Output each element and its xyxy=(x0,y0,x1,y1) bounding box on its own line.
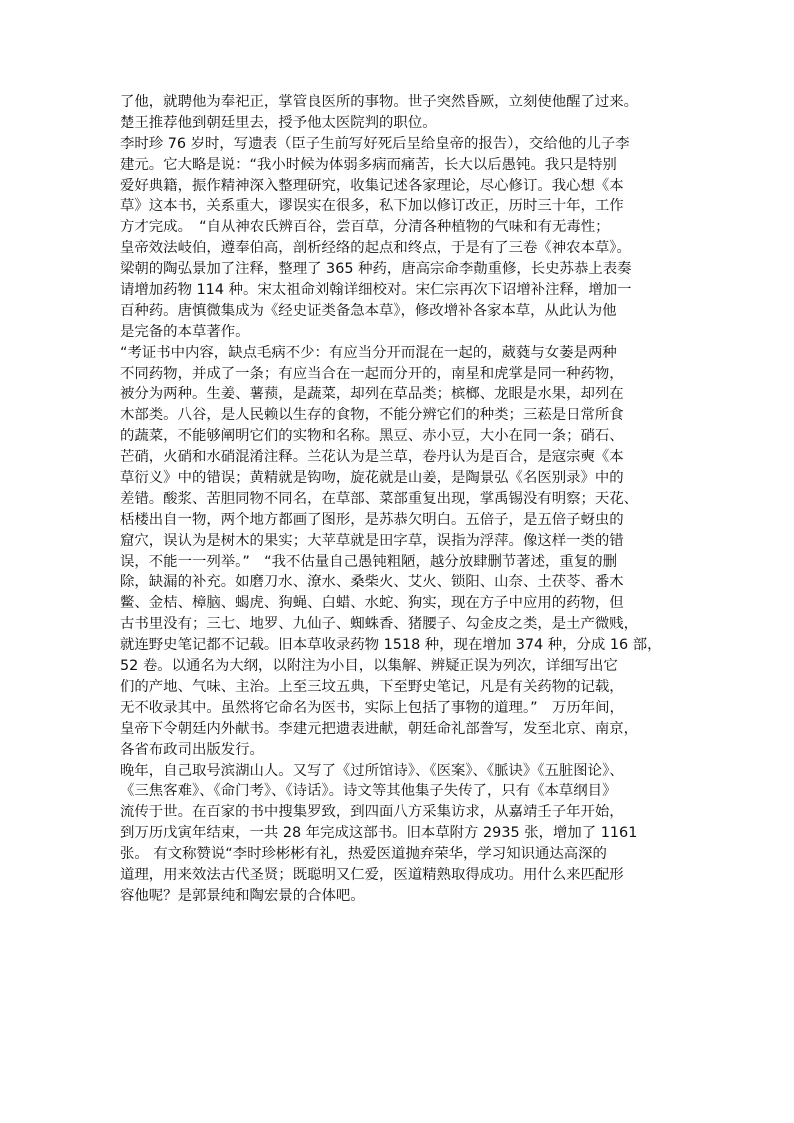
text-line: 道理，用来效法古代圣贤；既聪明又仁爱，医道精熟取得成功。用什么来匹配形 xyxy=(120,866,624,883)
text-line: 流传于世。在百家的书中搜集罗致，到四面八方采集访求，从嘉靖壬子年开始， xyxy=(120,804,624,821)
text-line: 误，不能一一列举。” “我不估量自己愚钝粗陋，越分放肆删节著述，重复的删 xyxy=(120,553,617,570)
text-line: 梁朝的陶弘景加了注释，整理了 365 种药，唐高宗命李勣重修，长史苏恭上表奏 xyxy=(120,261,632,278)
text-line: 各省布政司出版发行。 xyxy=(120,741,264,758)
text-line: 们的产地、气味、主治。上至三坟五典，下至野史笔记，凡是有关药物的记载， xyxy=(120,678,624,695)
text-line: 草衍义》中的错误；黄精就是钩吻，旋花就是山姜，是陶景弘《名医别录》中的 xyxy=(120,470,624,487)
text-line: 被分为两种。生姜、薯蓣，是蔬菜，却列在草品类；槟榔、龙眼是水果，却列在 xyxy=(120,386,624,403)
text-line: 皇帝下令朝廷内外献书。李建元把遗表进献，朝廷命礼部誊写，发至北京、南京， xyxy=(120,720,639,737)
text-line: 皇帝效法岐伯，遵奉伯高，剖析经络的起点和终点，于是有了三卷《神农本草》。 xyxy=(120,240,631,257)
text-line: 木部类。八谷，是人民赖以生存的食物，不能分辨它们的种类；三菘是日常所食 xyxy=(120,407,624,424)
text-line: 芒硝，火硝和水硝混淆注释。兰花认为是兰草，卷丹认为是百合，是寇宗奭《本 xyxy=(120,449,624,466)
text-line: 差错。酸浆、苦胆同物不同名，在草部、菜部重复出现，掌禹锡没有明察；天花、 xyxy=(120,490,639,507)
text-line: 古书里没有；三七、地罗、九仙子、蜘蛛香、猪腰子、勾金皮之类，是土产微贱， xyxy=(120,616,639,633)
text-line: 就连野史笔记都不记载。旧本草收录药物 1518 种，现在增加 374 种，分成 16 部， xyxy=(120,637,662,654)
text-line: “考证书中内容，缺点毛病不少：有应当分开而混在一起的，葳蕤与女萎是两种 xyxy=(120,344,617,361)
text-line: 无不收录其中。虽然将它命名为医书，实际上包括了事物的道理。” 万历年间， xyxy=(120,699,624,716)
text-line: 了他，就聘他为奉祀正，掌管良医所的事物。世子突然昏厥，立刻使他醒了过来。 xyxy=(120,94,639,110)
document-body xyxy=(120,92,680,907)
text-line: 到万历戊寅年结束，一共 28 年完成这部书。旧本草附方 2935 张，增加了 1161 xyxy=(120,825,638,842)
text-line: 请增加药物 114 种。宋太祖命刘翰详细校对。宋仁宗再次下诏增补注释，增加一 xyxy=(120,282,632,299)
text-line: 窟穴，误认为是树木的果实；大苹草就是田字草，误指为浮萍。像这样一类的错 xyxy=(120,532,624,549)
text-line: 容他呢？是郭景纯和陶宏景的合体吧。 xyxy=(120,887,365,904)
text-line: 《三焦客难》、《命门考》、《诗话》。诗文等其他集子失传了，只有《本草纲目》 xyxy=(120,783,617,800)
text-line: 晚年，自己取号滨湖山人。又写了《过所馆诗》、《医案》、《脈诀》《五脏图论》、 xyxy=(120,762,624,779)
text-line: 52 卷。以通名为大纲，以附注为小目，以集解、辨疑正误为列次，详细写出它 xyxy=(120,658,618,675)
text-line: 的蔬菜，不能够阐明它们的实物和名称。黑豆、赤小豆，大小在同一条；硝石、 xyxy=(120,428,624,445)
text-line: 建元。它大略是说：“我小时候为体弱多病而痛苦，长大以后愚钝。我只是特别 xyxy=(120,156,617,173)
text-line: 草》这本书，关系重大，谬误实在很多，私下加以修订改正，历时三十年，工作 xyxy=(120,198,624,215)
text-line: 除，缺漏的补充。如磨刀水、潦水、桑柴火、艾火、锁阳、山奈、土茯苓、番木 xyxy=(120,574,624,591)
text-line: 百种药。唐慎微集成为《经史证类备急本草》，修改增补各家本草，从此认为他 xyxy=(120,302,617,319)
text-line: 是完备的本草著作。 xyxy=(120,323,250,340)
text-line: 鳖、金桔、樟脑、蝎虎、狗蝇、白蜡、水蛇、狗实，现在方子中应用的药物，但 xyxy=(120,595,624,612)
text-line: 不同药物，并成了一条；有应当合在一起而分开的，南星和虎掌是同一种药物， xyxy=(120,365,624,382)
text-line: 李时珍 76 岁时，写遗表（臣子生前写好死后呈给皇帝的报告），交给他的儿子李 xyxy=(120,135,630,152)
text-line: 栝楼出自一物，两个地方都画了图形，是苏恭欠明白。五倍子，是五倍子蚜虫的 xyxy=(120,511,624,528)
text-line: 爱好典籍，振作精神深入整理研究，收集记述各家理论，尽心修订。我心想《本 xyxy=(120,177,624,194)
text-line: 楚王推荐他到朝廷里去，授予他太医院判的职位。 xyxy=(120,114,437,131)
text-line: 张。 有文称赞说“李时珍彬彬有礼，热爱医道抛弃荣华，学习知识通达高深的 xyxy=(120,846,607,863)
text-line: 方才完成。 “自从神农氏辨百谷，尝百草，分清各种植物的气味和有无毒性； xyxy=(120,219,610,236)
